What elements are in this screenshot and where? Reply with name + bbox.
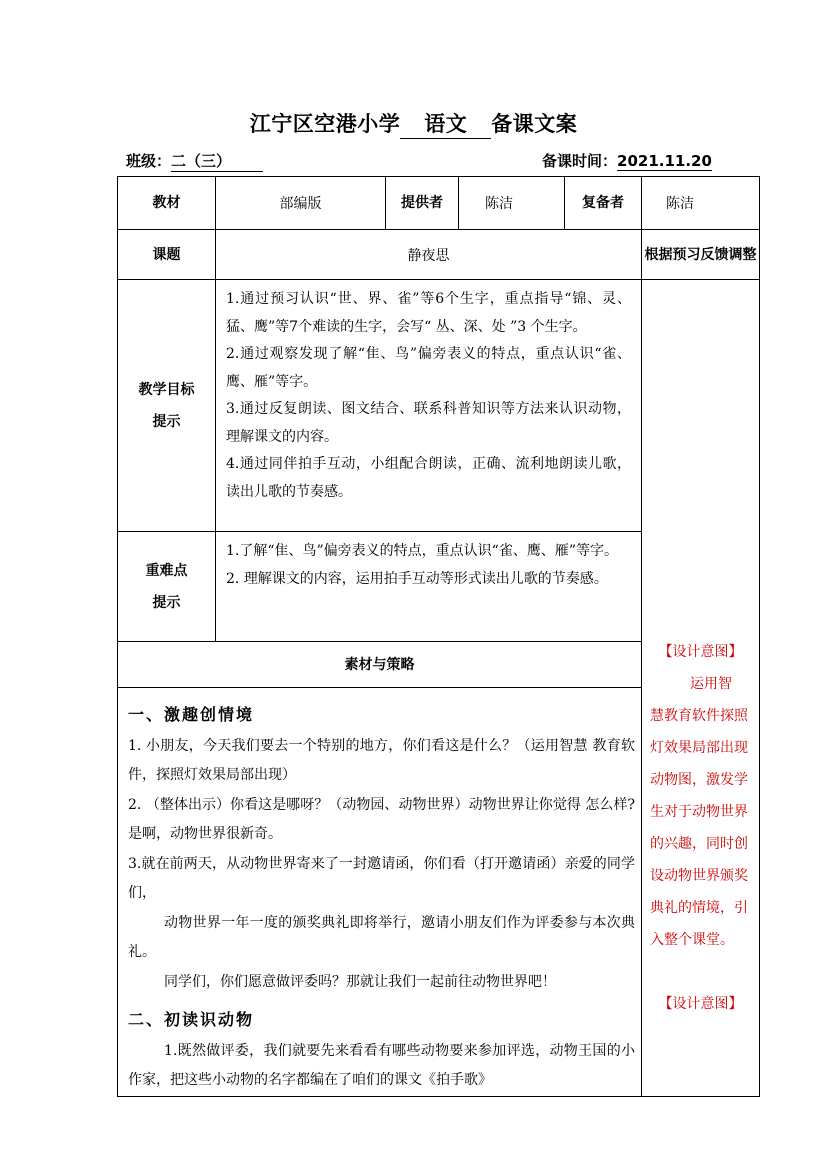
section-title: 一、激趣创情境 — [128, 705, 255, 724]
provider-label: 提供者 — [386, 177, 459, 230]
strategy-paragraph: 同学们，你们愿意做评委吗？那就让我们一起前往动物世界吧！ — [164, 973, 556, 990]
date-label: 备课时间： — [542, 152, 618, 170]
goals-label-line1: 教学目标 — [138, 381, 195, 398]
difficulty-item: 2. 理解课文的内容，运用拍手互动等形式读出儿歌的节奏感。 — [226, 570, 608, 587]
difficulty-content — [216, 532, 642, 642]
strategy-item: 3.就在前两天，从动物世界寄来了一封邀请函，你们看（打开邀请函）亲爱的同学们， — [128, 855, 635, 901]
design-intent-tag: 【设计意图】 — [658, 644, 743, 660]
goals-label — [118, 280, 216, 532]
title-school: 江宁区空港小学 — [249, 112, 401, 136]
difficulty-label-line1: 重难点 — [145, 562, 188, 579]
title-subject: 语文 — [400, 108, 491, 139]
design-note-first: 运用智 — [690, 676, 732, 692]
provider-value: 陈洁 — [459, 177, 565, 230]
difficulty-label-line2: 提示 — [152, 594, 181, 611]
goal-item: 3.通过反复朗读、图文结合、联系科普知识等方法来认识动物，理解课文的内容。 — [226, 401, 631, 445]
topic-value: 静夜思 — [216, 230, 642, 280]
reviewer-value: 陈洁 — [642, 177, 760, 230]
section-title: 二、初读识动物 — [128, 1010, 255, 1029]
goals-row — [118, 280, 760, 532]
class-value: 二（三） — [171, 150, 263, 172]
feedback-label: 根据预习反馈调整 — [642, 230, 760, 280]
info-row — [118, 177, 760, 230]
reviewer-label: 复备者 — [565, 177, 642, 230]
strategy-paragraph: 1.既然做评委，我们就要先来看看有哪些动物要来参加评选，动物王国的小作家，把这些小动物的名字都编在了咱们的课文《拍手歌》 — [128, 1042, 635, 1088]
topic-row — [118, 230, 760, 280]
material-label: 教材 — [118, 177, 216, 230]
materials-content — [118, 688, 642, 1097]
document-title — [0, 108, 827, 139]
class-label: 班级： — [126, 152, 172, 170]
design-note-body: 慧教育软件探照灯效果局部出现动物图，激发学生对于动物世界的兴趣，同时创设动物世界颁奖典礼的情境，引入整个课堂。 — [650, 708, 748, 948]
material-value: 部编版 — [216, 177, 386, 230]
materials-heading: 素材与策略 — [118, 642, 642, 688]
goal-item: 4.通过同伴拍手互动，小组配合朗读，正确、流利地朗读儿歌，读出儿歌的节奏感。 — [226, 456, 631, 500]
strategy-item: 2. （整体出示）你看这是哪呀？（动物园、动物世界）动物世界让你觉得 怎么样?是啊，动物世界很新奇。 — [128, 796, 635, 842]
date-value: 2021.11.20 — [617, 152, 712, 170]
topic-label: 课题 — [118, 230, 216, 280]
difficulty-item: 1.了解“隹、鸟”偏旁表义的特点，重点认识“雀、鹰、雁”等字。 — [226, 543, 618, 559]
design-intent-tag-2: 【设计意图】 — [658, 996, 743, 1012]
date-info — [542, 150, 712, 171]
goal-item: 1.通过预习认识“世、界、雀”等6个生字，重点指导“锦、灵、猛、鹰”等7个难读的生字，会写“ 丛、深、处 ”3 个生字。 — [226, 291, 631, 335]
goal-item: 2.通过观察发现了解“隹、鸟”偏旁表义的特点，重点认识“雀、鹰、雁”等字。 — [226, 346, 631, 390]
goals-content — [216, 280, 642, 532]
goals-label-line2: 提示 — [152, 413, 181, 430]
design-notes-column — [642, 280, 760, 1097]
lesson-plan-table — [117, 176, 760, 1097]
strategy-item: 1. 小朋友，今天我们要去一个特别的地方，你们看这是什么？（运用智慧 教育软件，探照灯效果局部出现） — [128, 737, 635, 783]
title-suffix: 备课文案 — [491, 112, 578, 136]
strategy-paragraph: 动物世界一年一度的颁奖典礼即将举行，邀请小朋友们作为评委参与本次典礼。 — [128, 914, 635, 960]
difficulty-label — [118, 532, 216, 642]
class-info — [126, 150, 263, 172]
